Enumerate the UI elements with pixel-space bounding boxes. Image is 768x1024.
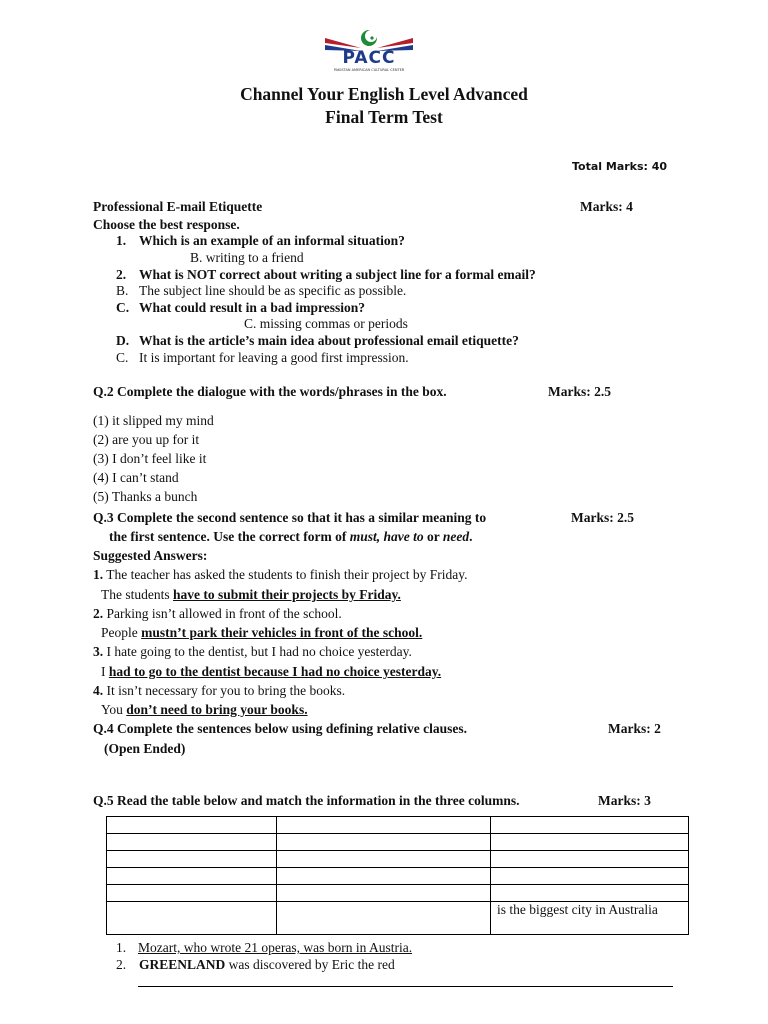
- q3-answer: had to go to the dentist because I had no choice yesterday.: [108, 664, 442, 679]
- q4-note: (Open Ended): [104, 741, 186, 756]
- q3-sentence-text: I hate going to the dentist, but I had no choice yesterday.: [103, 644, 412, 659]
- q3-answer-prefix: The students: [101, 587, 173, 602]
- q3-answer-prefix: You: [101, 702, 127, 717]
- table-cell: [107, 902, 277, 935]
- q3-sentence: [93, 643, 412, 660]
- q1-answer: It is important for leaving a good first impression.: [139, 350, 409, 365]
- page-title: Channel Your English Level Advanced: [240, 84, 528, 104]
- table-cell: [491, 817, 689, 834]
- q5-answer-num: 1.: [116, 940, 127, 955]
- table-cell: [107, 868, 277, 885]
- pacc-logo: [321, 26, 417, 76]
- table-cell: [107, 817, 277, 834]
- q1-question: What is NOT correct about writing a subject line for a formal email?: [139, 267, 536, 282]
- q5-answer-bold: GREENLAND: [139, 957, 226, 972]
- q2-option: (3) I don’t feel like it: [93, 451, 207, 466]
- q5-heading: Q.5 Read the table below and match the information in the three columns.: [93, 793, 520, 808]
- q5-answer-text: was discovered by Eric the red: [225, 957, 395, 972]
- q1-instruction: Choose the best response.: [93, 217, 240, 232]
- q4-heading: Q.4 Complete the sentences below using defining relative clauses.: [93, 721, 467, 736]
- table-cell: [491, 834, 689, 851]
- q3-answer-line: [101, 586, 401, 603]
- q2-option: (1) it slipped my mind: [93, 413, 214, 428]
- table-cell: [277, 834, 491, 851]
- q3-suggested-label: Suggested Answers:: [93, 548, 208, 563]
- total-marks: [572, 158, 667, 175]
- q5-answer: [139, 956, 395, 973]
- table-cell-text: is the biggest city in Australia: [491, 902, 689, 935]
- q1-question: What is the article’s main idea about professional email etiquette?: [139, 333, 519, 348]
- q2-option: (2) are you up for it: [93, 432, 200, 447]
- table-cell: [277, 902, 491, 935]
- q3-item-num: 1.: [93, 567, 104, 582]
- q3-heading-line2: [109, 528, 473, 545]
- q3-item-num: 4.: [93, 683, 104, 698]
- q2-marks: Marks: 2.5: [548, 384, 611, 399]
- match-table: [106, 816, 689, 935]
- table-cell: [491, 851, 689, 868]
- table-cell: [107, 885, 277, 902]
- total-marks-label: Total Marks: [572, 160, 644, 173]
- table-cell: [277, 817, 491, 834]
- q5-answer-num: 2.: [116, 957, 127, 972]
- q3-heading-text: the first sentence. Use the correct form of: [109, 529, 350, 544]
- q3-answer-line: [101, 701, 308, 718]
- table-cell: [277, 851, 491, 868]
- q3-sentence-text: Parking isn’t allowed in front of the school.: [103, 606, 342, 621]
- q2-heading: Q.2 Complete the dialogue with the words/phrases in the box.: [93, 384, 447, 399]
- table-cell: [491, 885, 689, 902]
- q3-answer-prefix: People: [101, 625, 142, 640]
- q1-item-num: D.: [116, 333, 130, 348]
- q3-sentence: [93, 605, 342, 622]
- q1-answer: The subject line should be as specific as possible.: [139, 283, 407, 298]
- q5-answer: Mozart, who wrote 21 operas, was born in Austria.: [138, 940, 413, 955]
- q1-item-num: C.: [116, 350, 129, 365]
- q3-answer: have to submit their projects by Friday.: [173, 587, 401, 602]
- answer-line: [138, 986, 673, 987]
- q3-answer-prefix: I: [101, 664, 109, 679]
- q1-item-num: 2.: [116, 267, 127, 282]
- q3-answer-line: [101, 663, 441, 680]
- q1-item-num: C.: [116, 300, 130, 315]
- q3-sentence: [93, 566, 468, 583]
- logo-text: PACC: [342, 48, 396, 68]
- table-cell: [277, 885, 491, 902]
- table-cell: [107, 851, 277, 868]
- q3-item-num: 3.: [93, 644, 104, 659]
- q3-answer-line: [101, 624, 422, 641]
- q1-heading: Professional E-mail Etiquette: [93, 199, 263, 214]
- q2-option: (5) Thanks a bunch: [93, 489, 198, 504]
- logo-subtitle: PAKISTAN AMERICAN CULTURAL CENTER: [333, 68, 405, 72]
- q1-item-num: B.: [116, 283, 129, 298]
- q5-marks: Marks: 3: [598, 793, 651, 808]
- q3-heading-italic: need: [442, 529, 470, 544]
- q3-sentence: [93, 682, 345, 699]
- q1-answer: C. missing commas or periods: [244, 316, 408, 331]
- q3-heading-text: .: [469, 529, 473, 544]
- table-cell: [491, 868, 689, 885]
- q1-marks: Marks: 4: [580, 199, 633, 214]
- q3-heading: Q.3 Complete the second sentence so that it has a similar meaning to: [93, 510, 487, 525]
- q1-question: Which is an example of an informal situation?: [139, 233, 405, 248]
- q3-item-num: 2.: [93, 606, 104, 621]
- q3-answer: don’t need to bring your books.: [126, 702, 308, 717]
- q1-item-num: 1.: [116, 233, 127, 248]
- q3-marks: Marks: 2.5: [571, 510, 634, 525]
- q1-question: What could result in a bad impression?: [139, 300, 366, 315]
- page-subtitle: Final Term Test: [325, 107, 443, 127]
- table-cell: [277, 868, 491, 885]
- q1-answer: B. writing to a friend: [190, 250, 304, 265]
- total-marks-value: : 40: [643, 160, 668, 173]
- q3-heading-italic: must, have to: [349, 529, 424, 544]
- q3-sentence-text: The teacher has asked the students to finish their project by Friday.: [103, 567, 468, 582]
- q3-sentence-text: It isn’t necessary for you to bring the books.: [103, 683, 346, 698]
- table-cell: [107, 834, 277, 851]
- q3-heading-text: or: [423, 529, 443, 544]
- q2-option: (4) I can’t stand: [93, 470, 179, 485]
- q4-marks: Marks: 2: [608, 721, 661, 736]
- q3-answer: mustn’t park their vehicles in front of the school.: [141, 625, 423, 640]
